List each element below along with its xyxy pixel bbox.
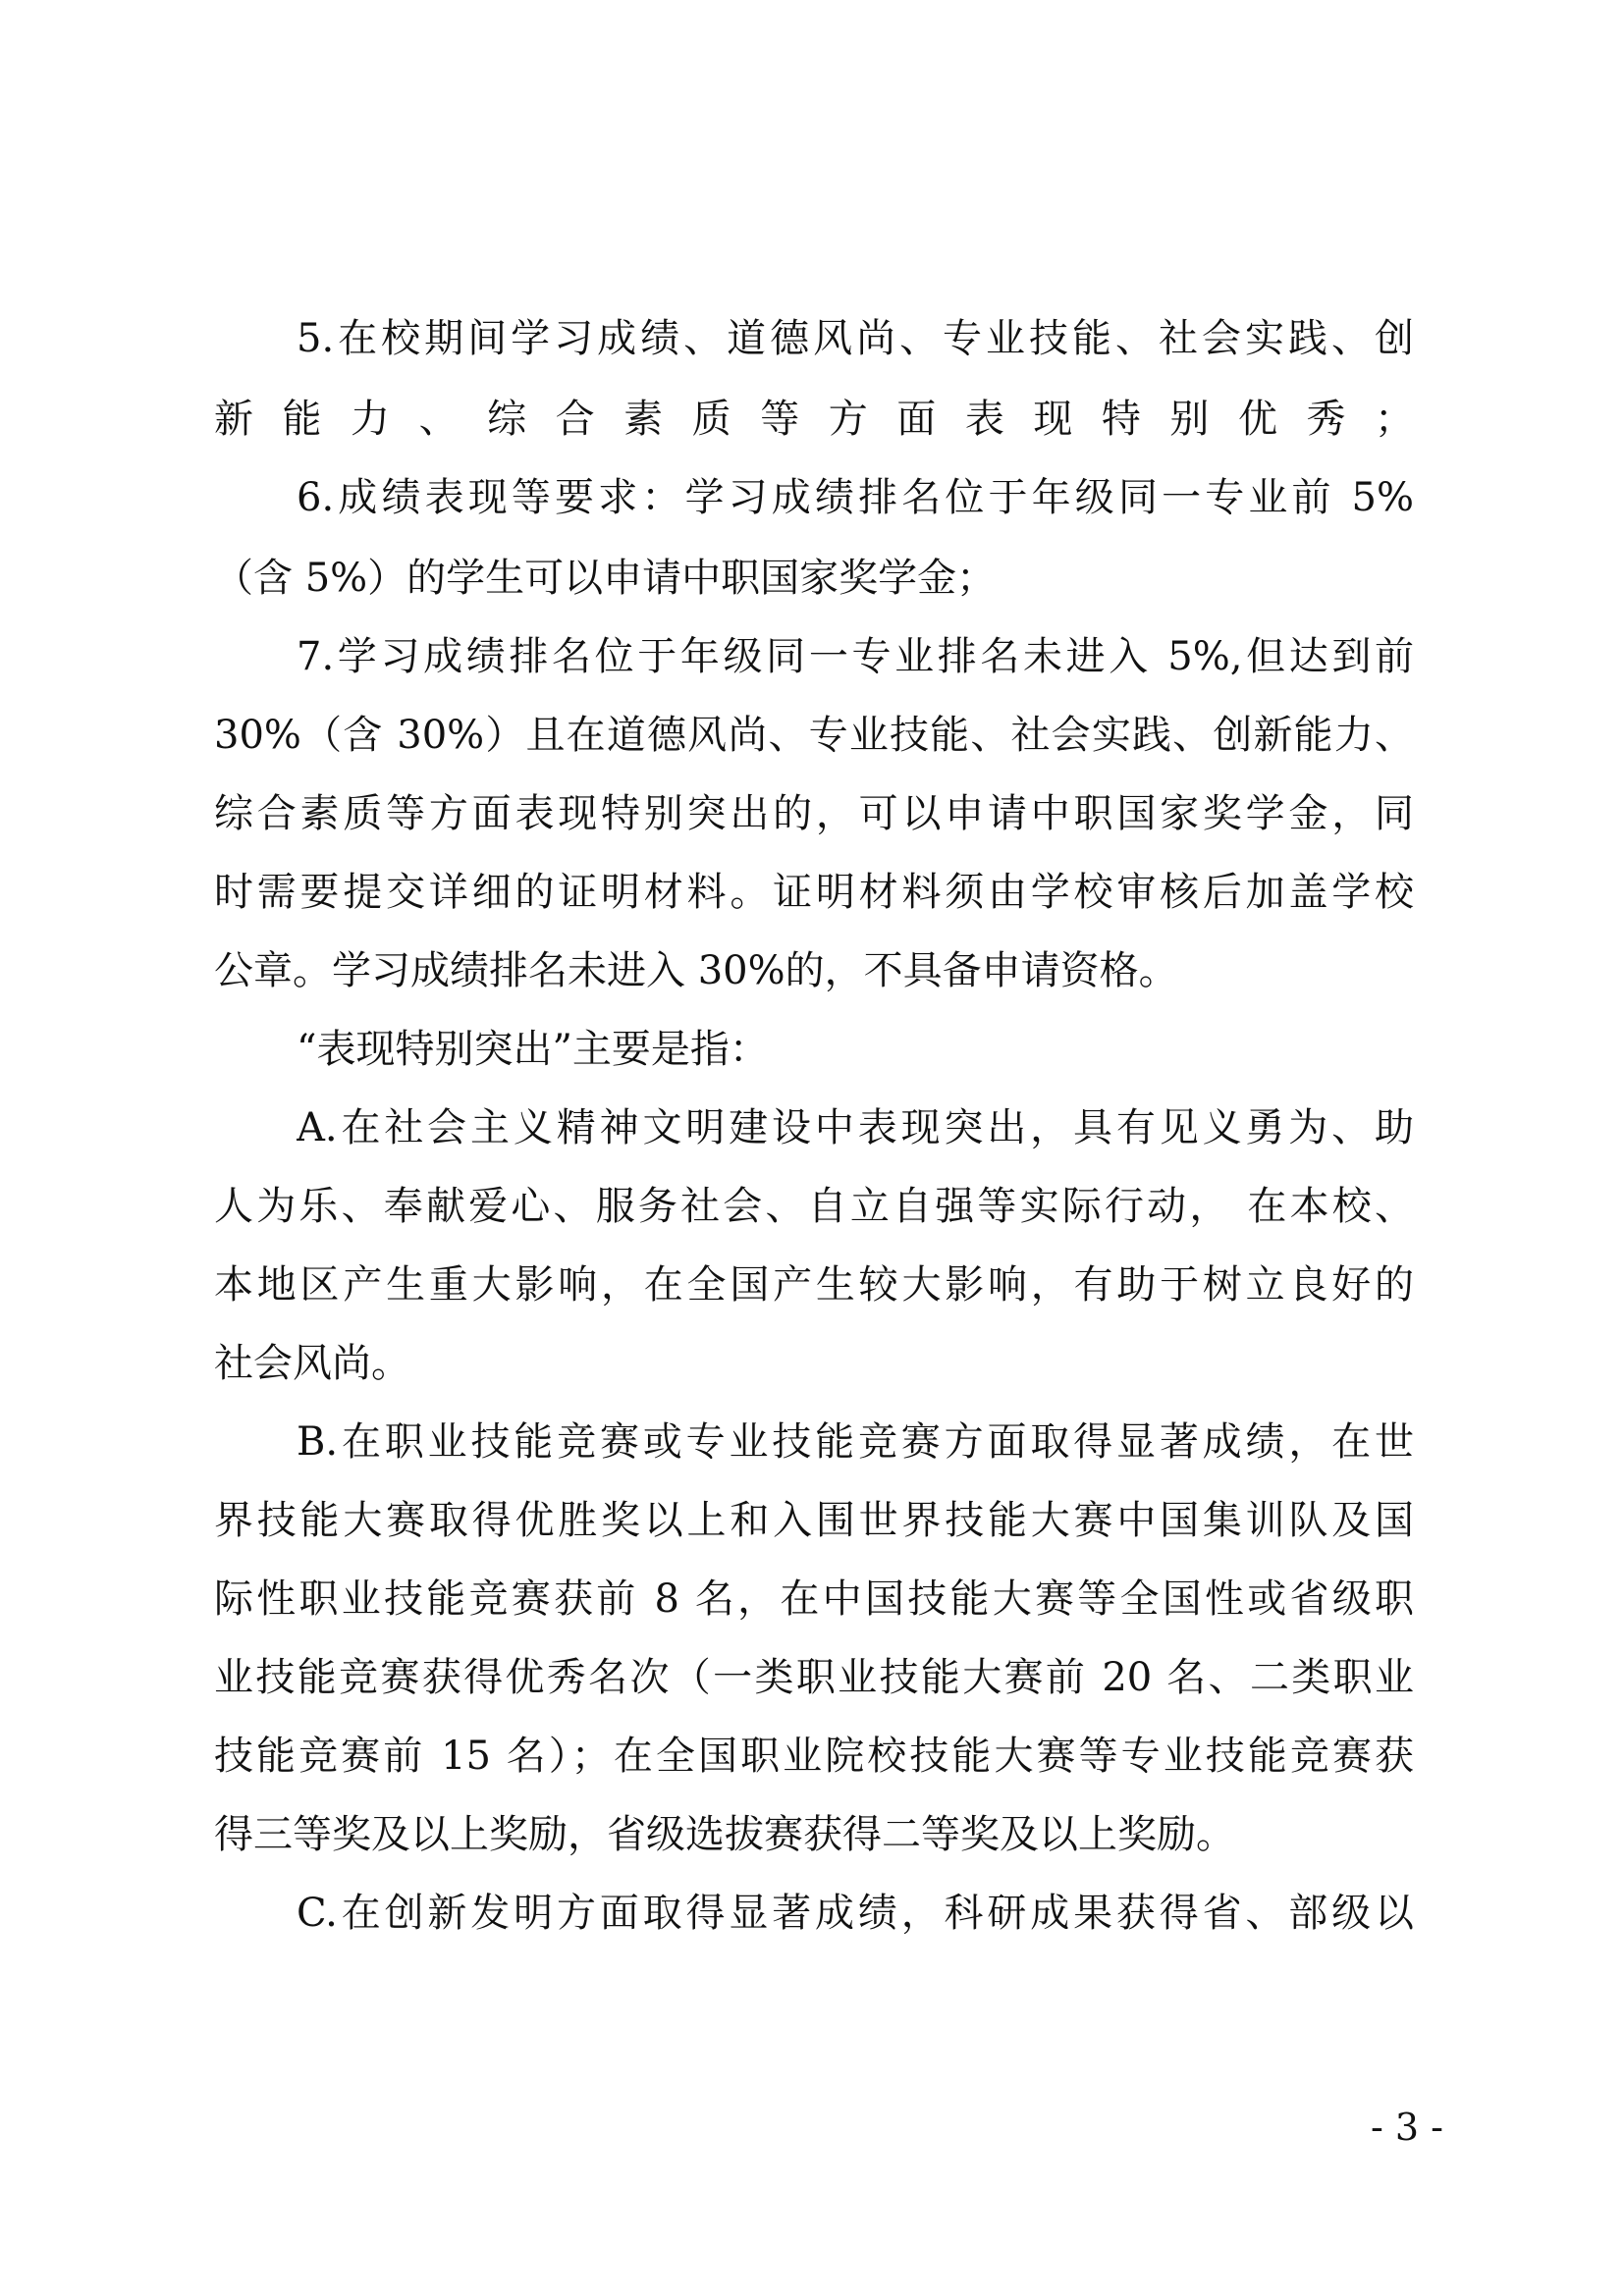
text-line: B.在职业技能竞赛或专业技能竞赛方面取得显著成绩，在世 [297,1419,1414,1465]
text-line: 技能竞赛前 15 名）；在全国职业院校技能大赛等专业技能竞赛获 [214,1734,1414,1779]
text-line: 本地区产生重大影响，在全国产生较大影响，有助于树立良好的 [214,1262,1414,1308]
text-line: 业技能竞赛获得优秀名次（一类职业技能大赛前 20 名、二类职业 [214,1655,1414,1700]
text-line: 人为乐、奉献爱心、服务社会、自立自强等实际行动， 在本校、 [214,1184,1414,1229]
text-line: 公章。学习成绩排名未进入 30%的，不具备申请资格。 [214,948,1178,993]
text-line: “表现特别突出”主要是指： [297,1027,769,1072]
text-line: A.在社会主义精神文明建设中表现突出，具有见义勇为、助 [297,1105,1414,1150]
text-line: 界技能大赛取得优胜奖以上和入围世界技能大赛中国集训队及国 [214,1498,1414,1543]
text-line: 综合素质等方面表现特别突出的，可以申请中职国家奖学金，同 [214,791,1414,836]
text-line: （含 5%）的学生可以申请中职国家奖学金； [214,556,997,601]
text-line: 6.成绩表现等要求：学习成绩排名位于年级同一专业前 5% [297,475,1414,520]
text-line: 社会风尚。 [214,1341,410,1386]
text-line: C.在创新发明方面取得显著成绩，科研成果获得省、部级以 [297,1891,1414,1936]
text-line: 5.在校期间学习成绩、道德风尚、专业技能、社会实践、创 [297,316,1414,361]
text-line: 7.学习成绩排名位于年级同一专业排名未进入 5%,但达到前 [297,634,1414,679]
text-line: 得三等奖及以上奖励，省级选拔赛获得二等奖及以上奖励。 [214,1812,1235,1857]
text-line: 新能力、综合素质等方面表现特别优秀； [214,397,1414,442]
text-line: 30%（含 30%）且在道德风尚、专业技能、社会实践、创新能力、 [214,713,1414,758]
text-line: 时需要提交详细的证明材料。证明材料须由学校审核后加盖学校 [214,870,1414,915]
text-line: 际性职业技能竞赛获前 8 名，在中国技能大赛等全国性或省级职 [214,1576,1414,1622]
page-number: - 3 - [1371,2106,1444,2149]
